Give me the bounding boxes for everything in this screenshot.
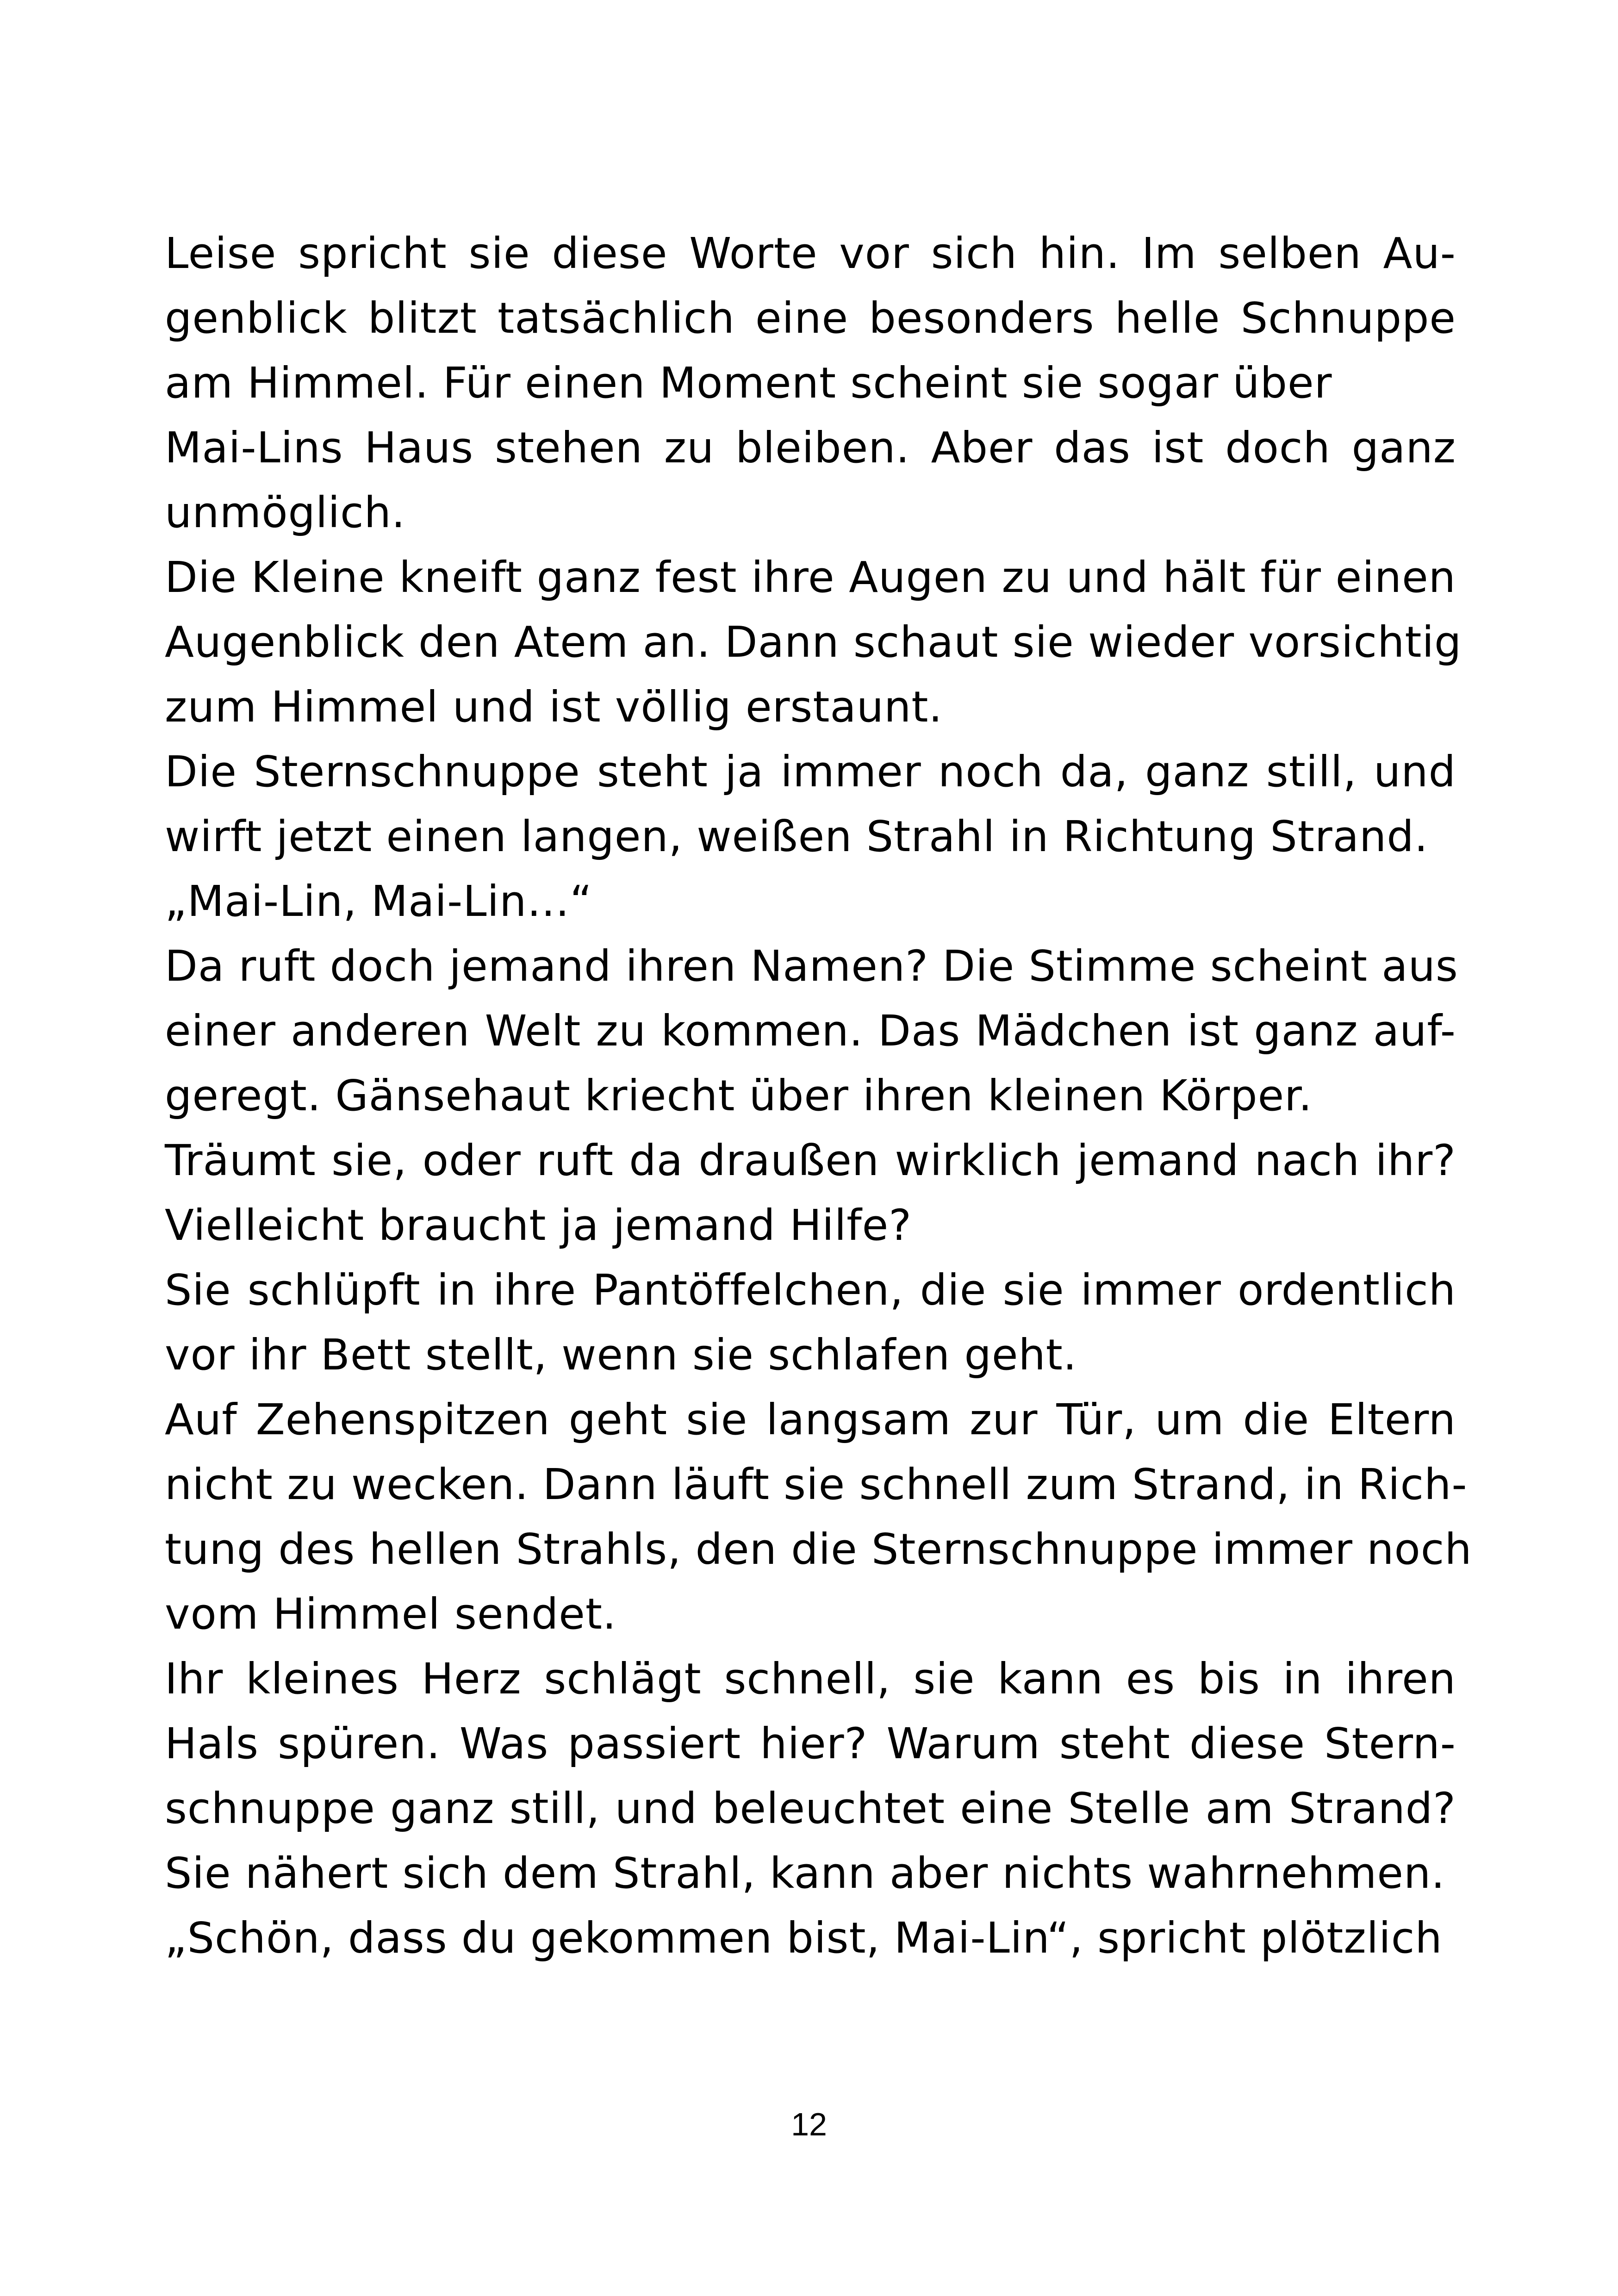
text-line: Die Sternschnuppe steht ja immer noch da, ganz still, und (165, 747, 1456, 796)
text-line: „Schön, dass du gekommen bist, Mai-Lin“, spricht plötzlich (165, 1913, 1443, 1963)
text-line: wirft jetzt einen langen, weißen Strahl in Richtung Strand. (165, 812, 1428, 861)
text-line: Hals spüren. Was passiert hier? Warum steht diese Stern- (165, 1719, 1456, 1768)
text-line: unmöglich. (165, 488, 406, 537)
text-line: schnuppe ganz still, und beleuchtet eine Stelle am Strand? (165, 1784, 1456, 1833)
text-line: Da ruft doch jemand ihren Namen? Die Stimme scheint aus (165, 941, 1458, 991)
page-number: 12 (791, 2106, 827, 2142)
text-line: geregt. Gänsehaut kriecht über ihren kleinen Körper. (165, 1071, 1313, 1120)
text-line: Auf Zehenspitzen geht sie langsam zur Tür, um die Eltern (165, 1395, 1456, 1444)
text-line: Mai-Lins Haus stehen zu bleiben. Aber das ist doch ganz (165, 423, 1456, 473)
text-line: Träumt sie, oder ruft da draußen wirklich jemand nach ihr? (165, 1136, 1456, 1185)
text-line: Sie nähert sich dem Strahl, kann aber nichts wahrnehmen. (165, 1848, 1445, 1898)
text-line: Sie schlüpft in ihre Pantöffelchen, die sie immer ordentlich (165, 1265, 1456, 1315)
text-line: einer anderen Welt zu kommen. Das Mädchen ist ganz auf- (165, 1006, 1456, 1056)
text-line: vom Himmel sendet. (165, 1589, 617, 1639)
text-line: genblick blitzt tatsächlich eine besonders helle Schnuppe (165, 293, 1456, 343)
text-line: Leise spricht sie diese Worte vor sich hin. Im selben Au- (165, 229, 1456, 278)
text-line: vor ihr Bett stellt, wenn sie schlafen geht. (165, 1330, 1077, 1380)
text-line: Vielleicht braucht ja jemand Hilfe? (165, 1201, 912, 1250)
text-line: nicht zu wecken. Dann läuft sie schnell zum Strand, in Rich- (165, 1460, 1468, 1509)
text-line: „Mai-Lin, Mai-Lin…“ (165, 877, 593, 926)
text-line: am Himmel. Für einen Moment scheint sie sogar über (165, 358, 1332, 408)
text-line: tung des hellen Strahls, den die Sternschnuppe immer noch (165, 1524, 1472, 1574)
text-line: Augenblick den Atem an. Dann schaut sie wieder vorsichtig (165, 617, 1462, 667)
story-text (165, 221, 1472, 1971)
text-line: Die Kleine kneift ganz fest ihre Augen zu und hält für einen (165, 553, 1456, 602)
text-line: zum Himmel und ist völlig erstaunt. (165, 682, 943, 732)
text-line: Ihr kleines Herz schlägt schnell, sie kann es bis in ihren (165, 1654, 1456, 1704)
